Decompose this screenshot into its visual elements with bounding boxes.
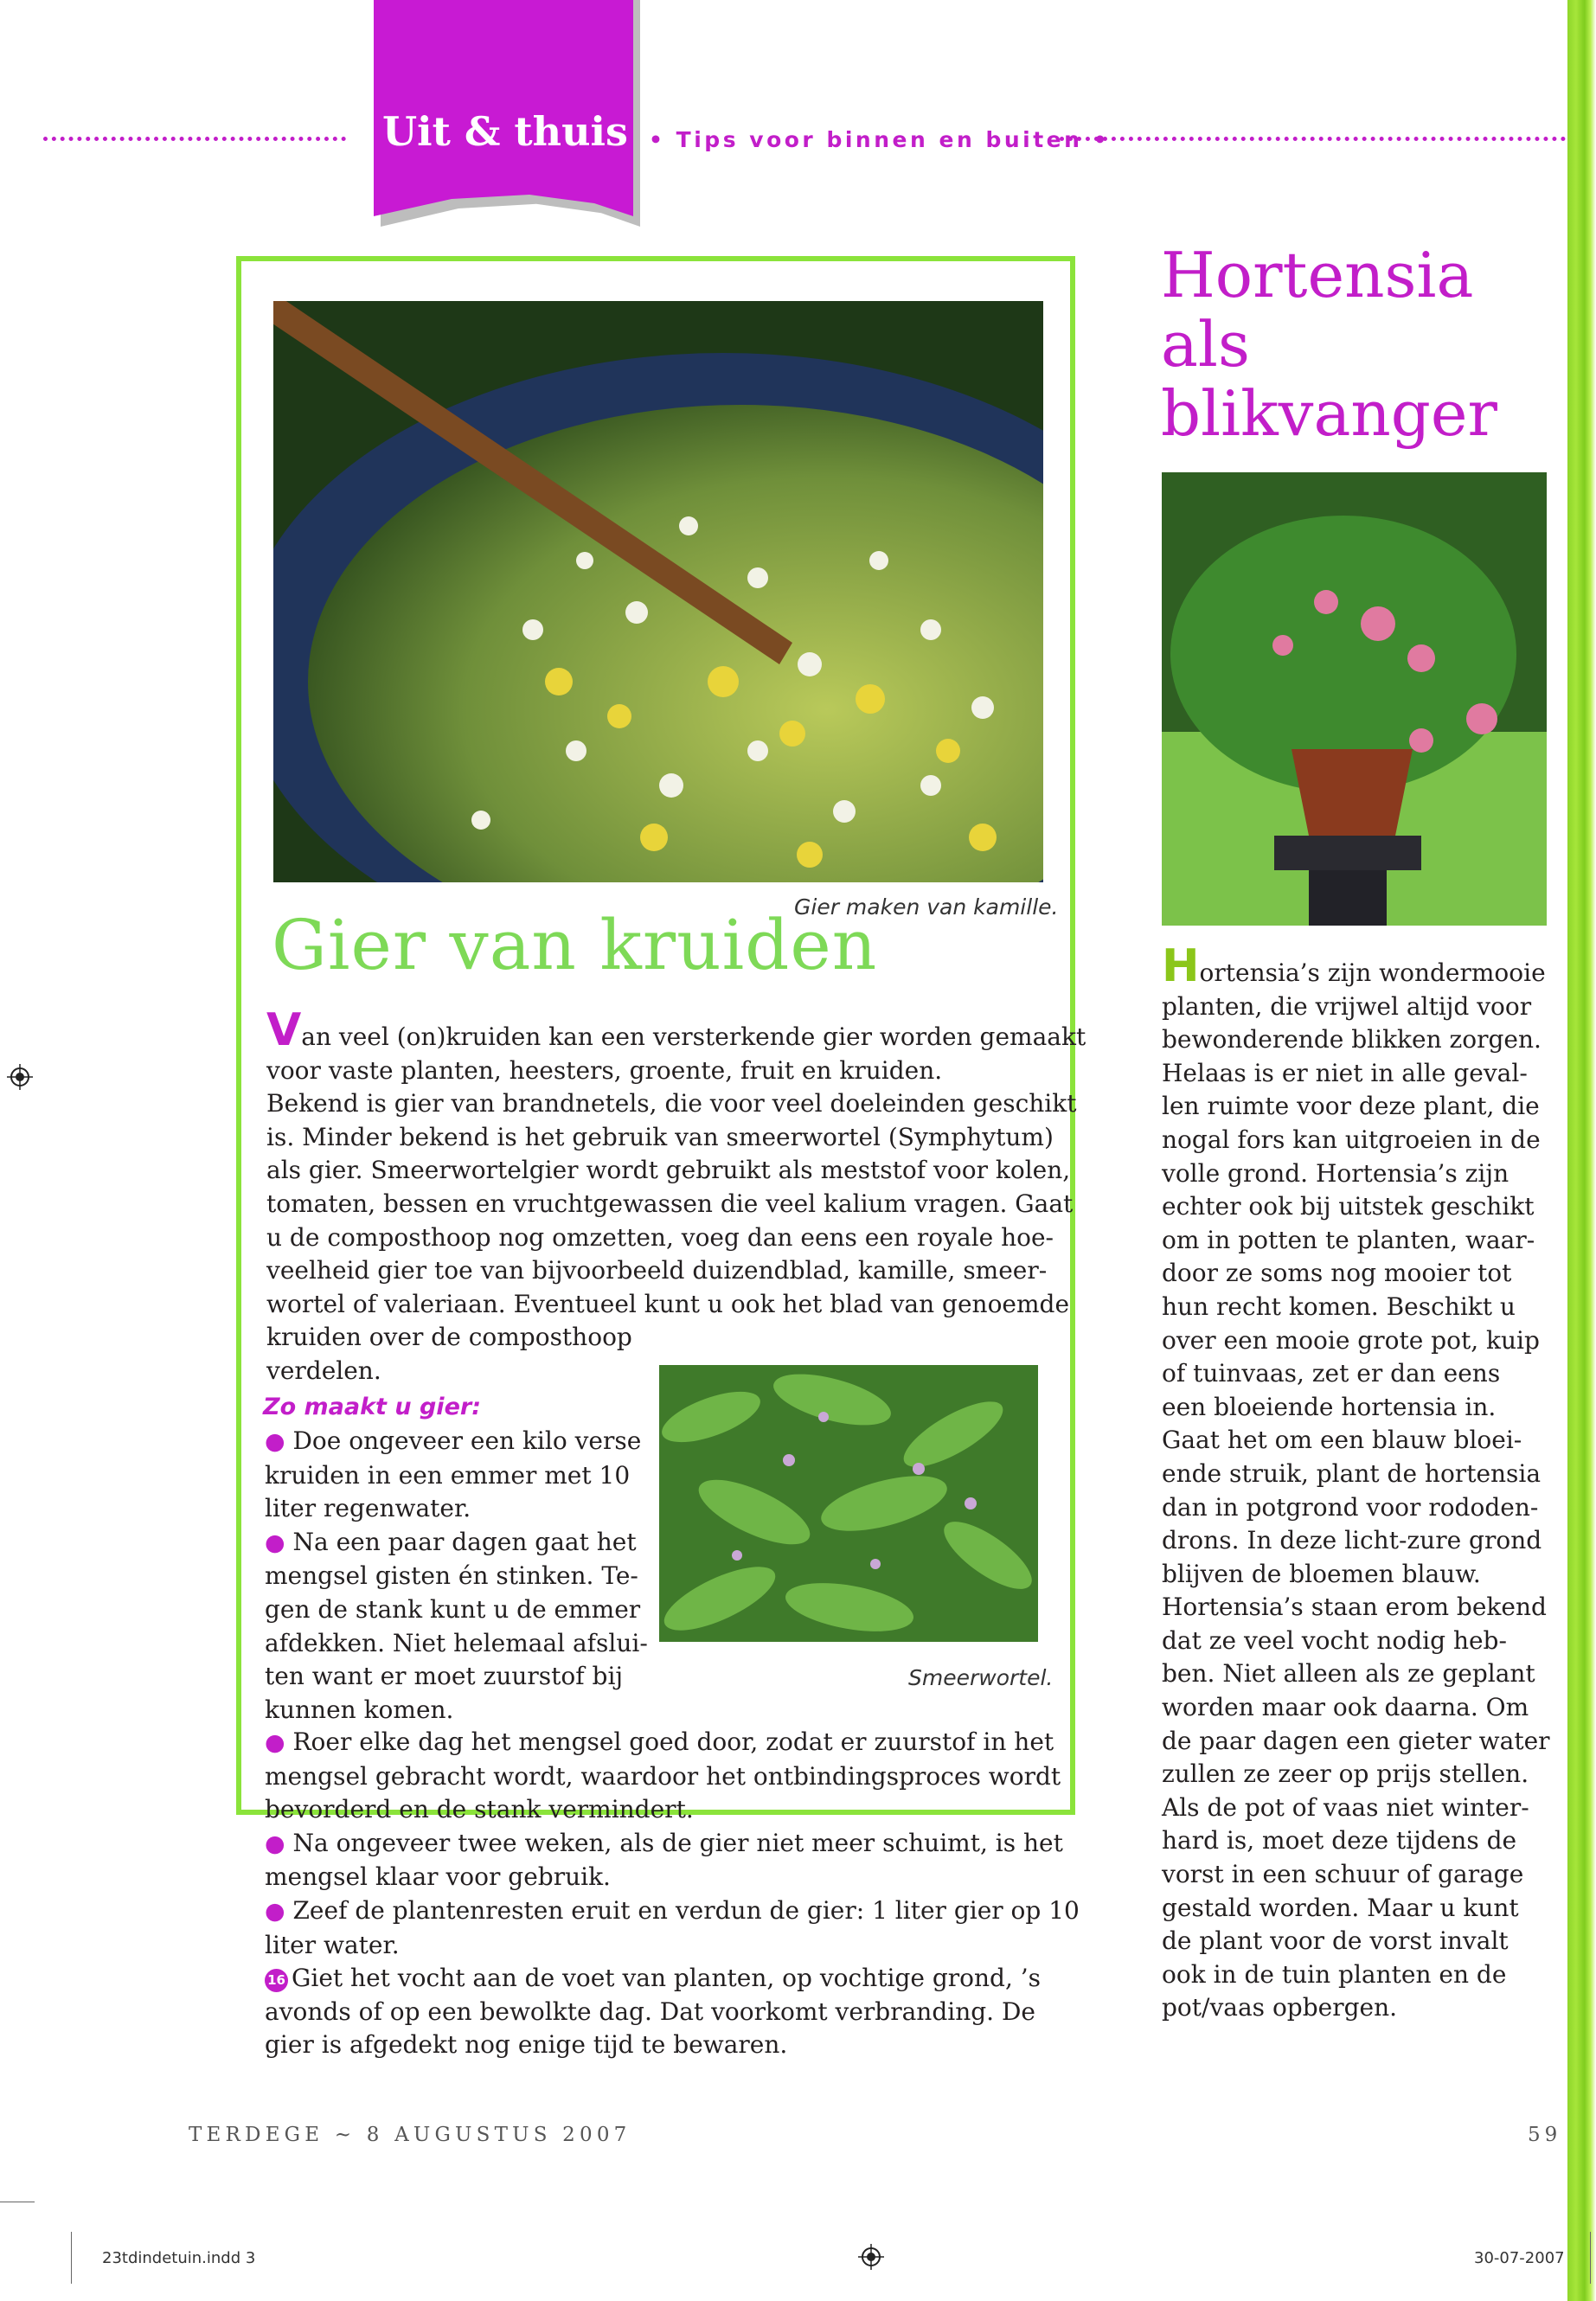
file-slug: 23tdindetuin.indd 3	[102, 2249, 256, 2267]
page-ref-badge: 16	[265, 1969, 288, 1992]
herbs-steps-wide: ● Roer elke dag het mengsel goed door, zodat er zuurstof in het mengsel gebracht wordt, waardoor het ontbindingsproces wordt bevorderd en de stank vermindert. ● Na ongeveer twee weken, als de gier niet meer schuimt, is het mengsel klaar voor gebruik. ● Zeef de plantenresten eruit en verdun de gier: 1 liter gier op 10 liter water. 16 Giet het vocht aan de voet van planten, op vochtige grond, ’s avonds of op een bewolkte dag. Dat voorkomt verbranding. De gier is afgedekt nog enige tijd te bewaren.	[265, 1727, 1080, 2060]
bullet-icon: ●	[265, 1729, 285, 1756]
page-green-edge	[1567, 0, 1596, 2301]
herbs-dropcap: V	[266, 1004, 302, 1056]
hydrangea-photo	[1162, 472, 1547, 926]
registration-mark-icon	[7, 1064, 33, 1090]
header-dotted-rule-right	[1060, 137, 1592, 141]
page-number: 59	[1528, 2124, 1562, 2146]
crop-mark	[1590, 2232, 1591, 2284]
section-title: Uit & thuis	[382, 108, 628, 155]
publication-footer: TERDEGE ~ 8 AUGUSTUS 2007	[189, 2124, 631, 2146]
bullet-icon: ●	[265, 1529, 285, 1556]
registration-mark-icon	[858, 2244, 884, 2270]
herbs-article-title: Gier van kruiden	[272, 905, 878, 985]
chamomile-photo	[273, 301, 1043, 882]
date-slug: 30-07-2007	[1474, 2249, 1565, 2267]
chamomile-photo-caption: Gier maken van kamille.	[794, 894, 1059, 920]
hydrangea-article-title: Hortensia als blikvanger	[1161, 239, 1497, 450]
bullet-icon: ●	[265, 1897, 285, 1925]
hydrangea-dropcap: H	[1162, 940, 1200, 992]
section-tagline: • Tips voor binnen en buiten •	[649, 127, 1111, 152]
header-dotted-rule-left	[43, 137, 346, 141]
bullet-icon: ●	[265, 1428, 285, 1455]
herbs-subhead: Zo maakt u gier:	[263, 1394, 481, 1420]
comfrey-photo	[659, 1365, 1038, 1642]
comfrey-photo-caption: Smeerwortel.	[908, 1665, 1054, 1690]
bullet-icon: ●	[265, 1830, 285, 1857]
crop-mark	[71, 2232, 72, 2284]
hydrangea-body-text: Hortensia’s zijn wondermooie planten, die vrijwel altijd voor bewonderende blikken zorgen. Helaas is er niet in alle geval- len ruimte voor deze plant, die nogal fors kan uitgroeien in de volle grond. Hortensia’s zijn echter ook bij uitstek geschikt om in potten te planten, waar- door ze soms nog mooier tot hun recht komen. Beschikt u over een mooie grote pot, kuip of tuinvaas, zet er dan eens een bloeiende hortensia in. Gaat het om een blauw bloei- ende struik, plant de hortensia dan in potgrond voor rododen- drons. In deze licht-zure grond blijven de bloemen blauw. Hortensia’s staan erom bekend dat ze veel vocht nodig heb- ben. Niet alleen als ze geplant worden maar ook daarna. Om de paar dagen een gieter water zullen ze zeer op prijs stellen. Als de pot of vaas niet winter- hard is, moet deze tijdens de vorst in een schuur of garage gestald worden. Maar u kunt de plant voor de vorst invalt ook in de tuin planten en de pot/vaas opbergen.	[1162, 940, 1550, 2022]
herbs-steps-narrow: ● Doe ongeveer een kilo verse kruiden in een emmer met 10 liter regenwater. ● Na een paar dagen gaat het mengsel gisten én stinken. Te- gen de stank kunt u de emmer afdekken. Niet helemaal afslui- ten want er moet zuurstof bij kunnen komen.	[265, 1426, 648, 1724]
herbs-intro-text: Van veel (on)kruiden kan een versterkende gier worden gemaakt voor vaste planten, heesters, groente, fruit en kruiden. Bekend is gier van brandnetels, die voor veel doeleinden geschikt is. Minder bekend is het gebruik van smeerwortel (Symphytum) als gier. Smeerwortelgier wordt gebruikt als meststof voor kolen, tomaten, bessen en vruchtgewassen die veel kalium vragen. Gaat u de composthoop nog omzetten, voeg dan eens een royale hoe- veelheid gier toe van bijvoorbeeld duizendblad, kamille, smeer- wortel of valeriaan. Eventueel kunt u ook het blad van genoemde kruiden over de composthoop verdelen.	[266, 1004, 1086, 1385]
